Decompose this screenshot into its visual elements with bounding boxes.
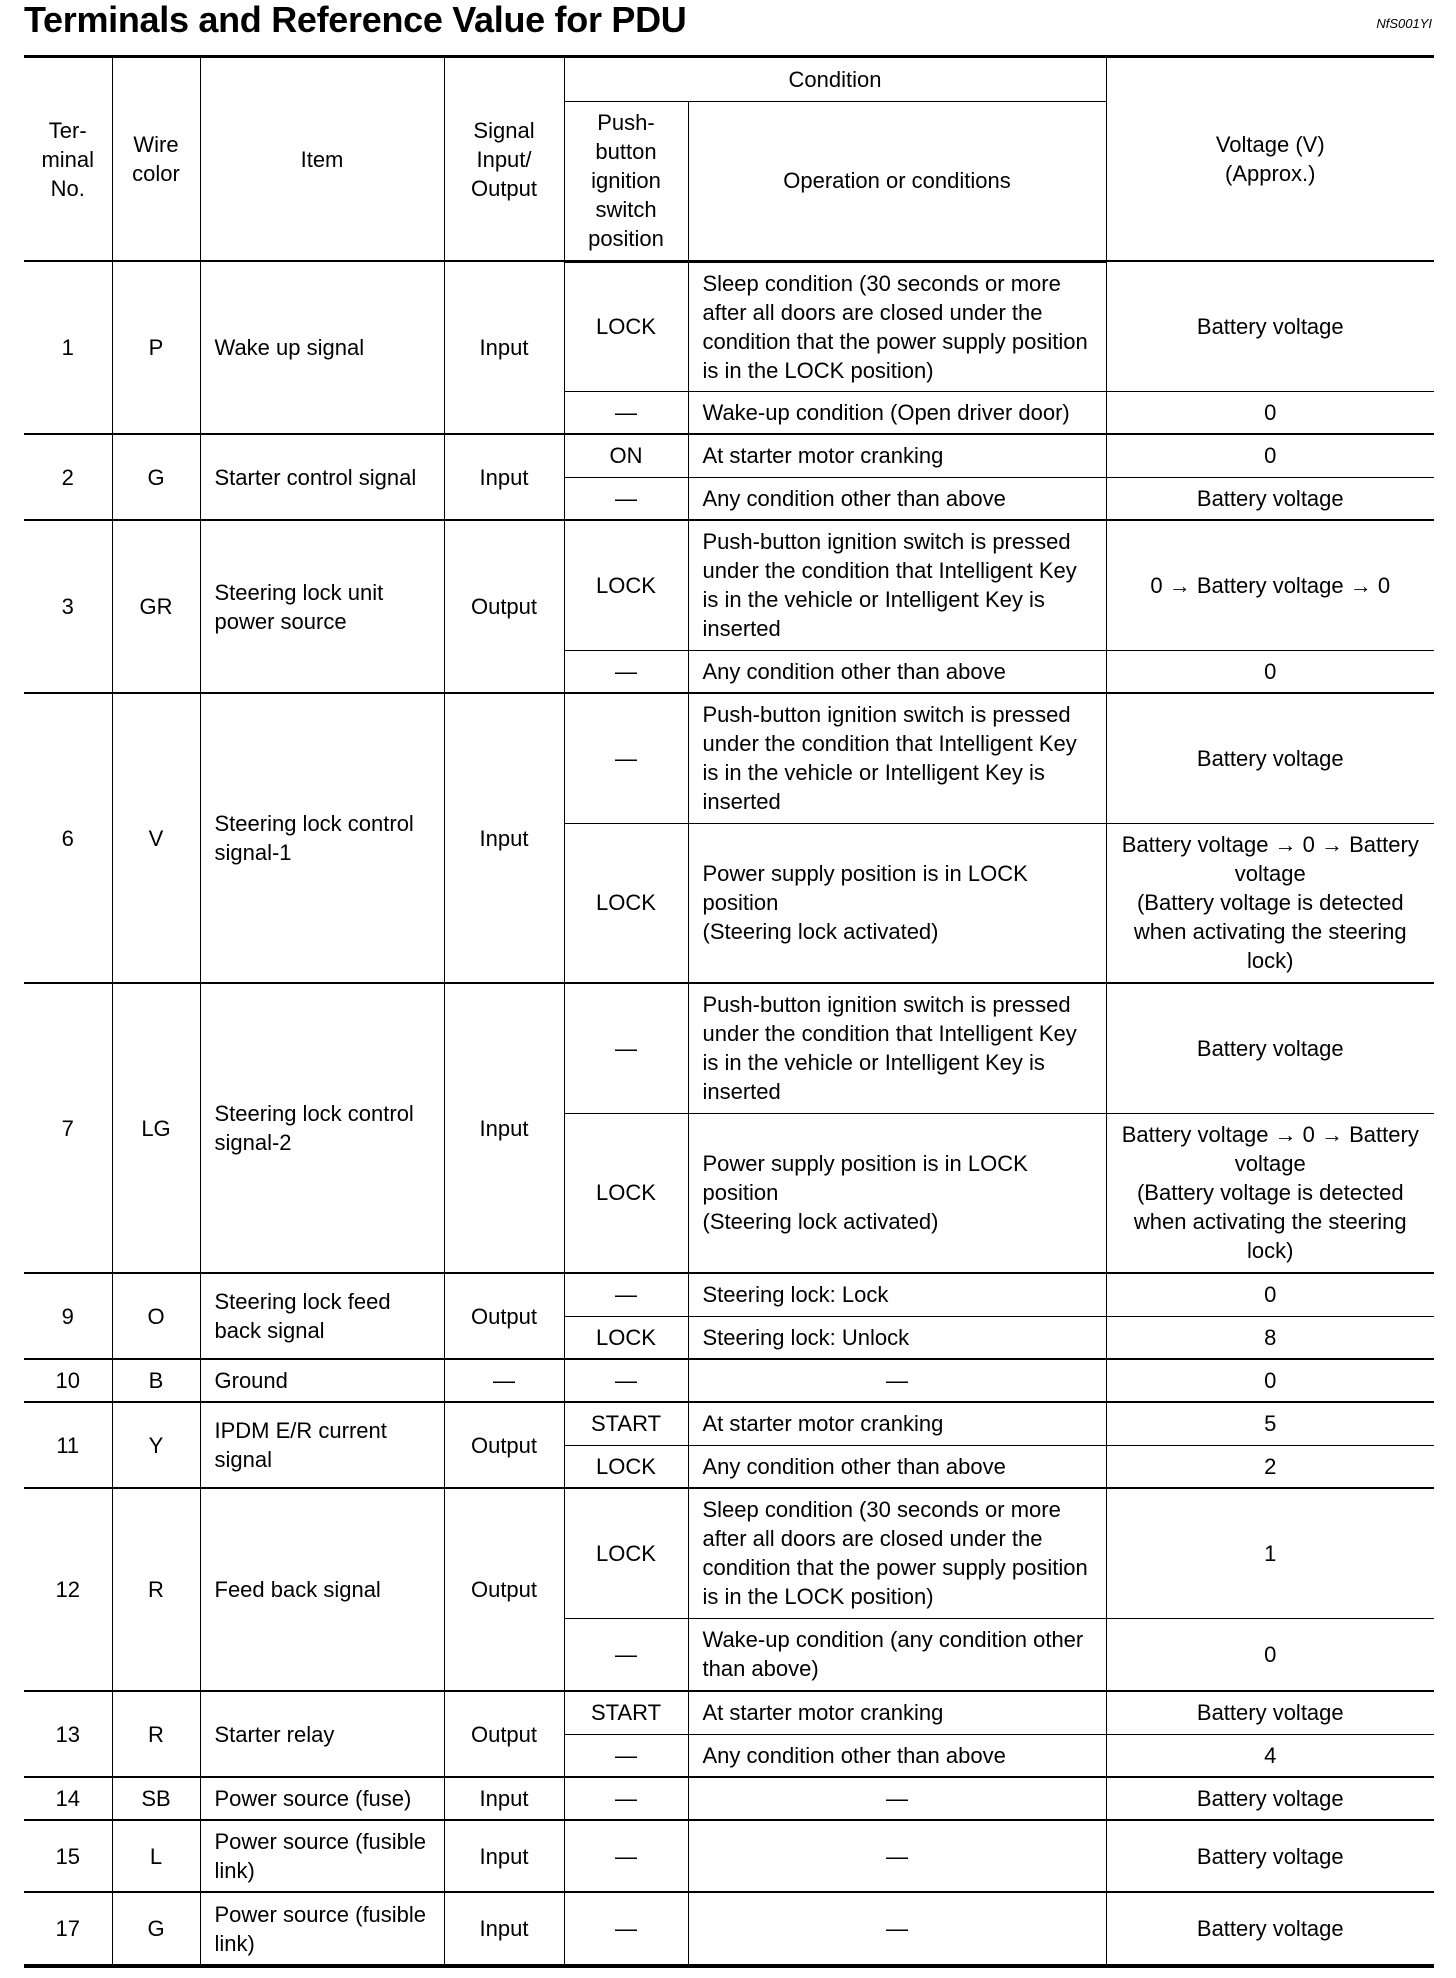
wire-color: G <box>112 1892 200 1964</box>
voltage-value: Battery voltage <box>1106 1691 1434 1734</box>
item-name: Starter control signal <box>200 434 444 520</box>
signal-direction: Output <box>444 1402 564 1488</box>
operation-condition: At starter motor cranking <box>688 1691 1106 1734</box>
header-item: Item <box>200 58 444 261</box>
voltage-value: 0 → Battery voltage → 0 <box>1106 520 1434 650</box>
switch-position: — <box>564 693 688 823</box>
voltage-value: Battery voltage <box>1106 1777 1434 1820</box>
voltage-value: 1 <box>1106 1488 1434 1618</box>
signal-direction: Output <box>444 520 564 693</box>
operation-condition: Any condition other than above <box>688 477 1106 520</box>
terminal-number: 10 <box>24 1359 112 1402</box>
operation-condition: Power supply position is in LOCK position (Steering lock activated) <box>688 823 1106 983</box>
table-row <box>24 1488 1434 1618</box>
table-row <box>24 434 1434 477</box>
table-row <box>24 1402 1434 1445</box>
terminal-number: 15 <box>24 1820 112 1892</box>
switch-position: LOCK <box>564 1113 688 1273</box>
item-name: Steering lock feed back signal <box>200 1273 444 1359</box>
wire-color: V <box>112 693 200 983</box>
terminal-number: 9 <box>24 1273 112 1359</box>
voltage-value: Battery voltage → 0 → Battery voltage (Battery voltage is detected when activating the steering lock) <box>1106 823 1434 983</box>
wire-color: LG <box>112 983 200 1273</box>
wire-color: G <box>112 434 200 520</box>
table-row <box>24 1273 1434 1316</box>
switch-position: LOCK <box>564 1488 688 1618</box>
wire-color: L <box>112 1820 200 1892</box>
terminal-number: 17 <box>24 1892 112 1964</box>
terminal-number: 11 <box>24 1402 112 1488</box>
item-name: IPDM E/R current signal <box>200 1402 444 1488</box>
operation-condition: Steering lock: Unlock <box>688 1316 1106 1359</box>
operation-condition: Push-button ignition switch is pressed under the condition that Intelligent Key is in the vehicle or Intelligent Key is inserted <box>688 693 1106 823</box>
switch-position: — <box>564 650 688 693</box>
header-wire-color: Wire color <box>112 58 200 261</box>
document-code: NfS001YI <box>1376 16 1432 31</box>
item-name: Ground <box>200 1359 444 1402</box>
operation-condition: At starter motor cranking <box>688 434 1106 477</box>
item-name: Power source (fusible link) <box>200 1892 444 1964</box>
voltage-value: Battery voltage <box>1106 693 1434 823</box>
switch-position: LOCK <box>564 261 688 391</box>
terminal-number: 14 <box>24 1777 112 1820</box>
signal-direction: Input <box>444 1777 564 1820</box>
voltage-value: 4 <box>1106 1734 1434 1777</box>
wire-color: GR <box>112 520 200 693</box>
switch-position: — <box>564 391 688 434</box>
operation-condition: Any condition other than above <box>688 1445 1106 1488</box>
operation-condition: At starter motor cranking <box>688 1402 1106 1445</box>
item-name: Power source (fuse) <box>200 1777 444 1820</box>
terminal-number: 1 <box>24 261 112 434</box>
voltage-value: 8 <box>1106 1316 1434 1359</box>
operation-condition: Power supply position is in LOCK position (Steering lock activated) <box>688 1113 1106 1273</box>
operation-condition: Wake-up condition (Open driver door) <box>688 391 1106 434</box>
switch-position: — <box>564 477 688 520</box>
wire-color: Y <box>112 1402 200 1488</box>
switch-position: LOCK <box>564 1316 688 1359</box>
item-name: Wake up signal <box>200 261 444 434</box>
switch-position: START <box>564 1402 688 1445</box>
switch-position: — <box>564 983 688 1113</box>
table-bottom-rule <box>24 1964 1434 1968</box>
terminal-number: 3 <box>24 520 112 693</box>
voltage-value: Battery voltage <box>1106 983 1434 1113</box>
operation-condition: Push-button ignition switch is pressed under the condition that Intelligent Key is in the vehicle or Intelligent Key is inserted <box>688 520 1106 650</box>
header-signal: Signal Input/ Output <box>444 58 564 261</box>
voltage-value: 2 <box>1106 1445 1434 1488</box>
wire-color: R <box>112 1691 200 1777</box>
table-row <box>24 261 1434 391</box>
table-body <box>24 261 1434 1964</box>
operation-condition: Wake-up condition (any condition other than above) <box>688 1618 1106 1691</box>
operation-condition: — <box>688 1892 1106 1964</box>
signal-direction: Output <box>444 1691 564 1777</box>
switch-position: LOCK <box>564 1445 688 1488</box>
terminal-number: 2 <box>24 434 112 520</box>
table-row <box>24 983 1434 1113</box>
switch-position: LOCK <box>564 823 688 983</box>
voltage-value: 0 <box>1106 434 1434 477</box>
signal-direction: Input <box>444 261 564 434</box>
terminal-table-container <box>24 55 1434 1968</box>
wire-color: P <box>112 261 200 434</box>
operation-condition: Any condition other than above <box>688 1734 1106 1777</box>
voltage-value: Battery voltage <box>1106 477 1434 520</box>
table-row <box>24 1359 1434 1402</box>
terminal-reference-table <box>24 58 1434 1964</box>
item-name: Feed back signal <box>200 1488 444 1691</box>
voltage-value: Battery voltage <box>1106 261 1434 391</box>
operation-condition: — <box>688 1820 1106 1892</box>
item-name: Starter relay <box>200 1691 444 1777</box>
wire-color: SB <box>112 1777 200 1820</box>
operation-condition: Any condition other than above <box>688 650 1106 693</box>
table-row <box>24 1777 1434 1820</box>
wire-color: O <box>112 1273 200 1359</box>
table-row <box>24 520 1434 650</box>
switch-position: — <box>564 1273 688 1316</box>
switch-position: START <box>564 1691 688 1734</box>
signal-direction: Input <box>444 983 564 1273</box>
signal-direction: Output <box>444 1273 564 1359</box>
voltage-value: 0 <box>1106 391 1434 434</box>
switch-position: — <box>564 1359 688 1402</box>
operation-condition: Push-button ignition switch is pressed under the condition that Intelligent Key is in the vehicle or Intelligent Key is inserted <box>688 983 1106 1113</box>
voltage-value: Battery voltage <box>1106 1892 1434 1964</box>
signal-direction: Input <box>444 693 564 983</box>
table-row <box>24 1820 1434 1892</box>
page-title: Terminals and Reference Value for PDU <box>24 0 687 40</box>
operation-condition: Sleep condition (30 seconds or more after all doors are closed under the condition that the power supply position is in the LOCK position) <box>688 261 1106 391</box>
signal-direction: Input <box>444 434 564 520</box>
item-name: Power source (fusible link) <box>200 1820 444 1892</box>
switch-position: ON <box>564 434 688 477</box>
item-name: Steering lock unit power source <box>200 520 444 693</box>
wire-color: B <box>112 1359 200 1402</box>
signal-direction: Output <box>444 1488 564 1691</box>
header-terminal-no: Ter- minal No. <box>24 58 112 261</box>
terminal-number: 13 <box>24 1691 112 1777</box>
voltage-value: Battery voltage <box>1106 1820 1434 1892</box>
voltage-value: 5 <box>1106 1402 1434 1445</box>
operation-condition: Steering lock: Lock <box>688 1273 1106 1316</box>
switch-position: LOCK <box>564 520 688 650</box>
terminal-number: 12 <box>24 1488 112 1691</box>
switch-position: — <box>564 1734 688 1777</box>
header-push-button-position: Push- button ignition switch position <box>564 101 688 261</box>
switch-position: — <box>564 1820 688 1892</box>
item-name: Steering lock control signal-1 <box>200 693 444 983</box>
switch-position: — <box>564 1618 688 1691</box>
voltage-value: 0 <box>1106 650 1434 693</box>
table-row <box>24 1892 1434 1964</box>
terminal-number: 7 <box>24 983 112 1273</box>
terminal-number: 6 <box>24 693 112 983</box>
header-voltage: Voltage (V) (Approx.) <box>1106 58 1434 261</box>
voltage-value: 0 <box>1106 1273 1434 1316</box>
signal-direction: Input <box>444 1820 564 1892</box>
operation-condition: Sleep condition (30 seconds or more after all doors are closed under the condition that the power supply position is in the LOCK position) <box>688 1488 1106 1618</box>
signal-direction: — <box>444 1359 564 1402</box>
table-row <box>24 693 1434 823</box>
switch-position: — <box>564 1892 688 1964</box>
operation-condition: — <box>688 1777 1106 1820</box>
signal-direction: Input <box>444 1892 564 1964</box>
switch-position: — <box>564 1777 688 1820</box>
wire-color: R <box>112 1488 200 1691</box>
voltage-value: 0 <box>1106 1359 1434 1402</box>
table-row <box>24 1691 1434 1734</box>
item-name: Steering lock control signal-2 <box>200 983 444 1273</box>
header-condition: Condition <box>564 58 1106 101</box>
voltage-value: Battery voltage → 0 → Battery voltage (Battery voltage is detected when activating the steering lock) <box>1106 1113 1434 1273</box>
header-operation: Operation or conditions <box>688 101 1106 261</box>
voltage-value: 0 <box>1106 1618 1434 1691</box>
operation-condition: — <box>688 1359 1106 1402</box>
